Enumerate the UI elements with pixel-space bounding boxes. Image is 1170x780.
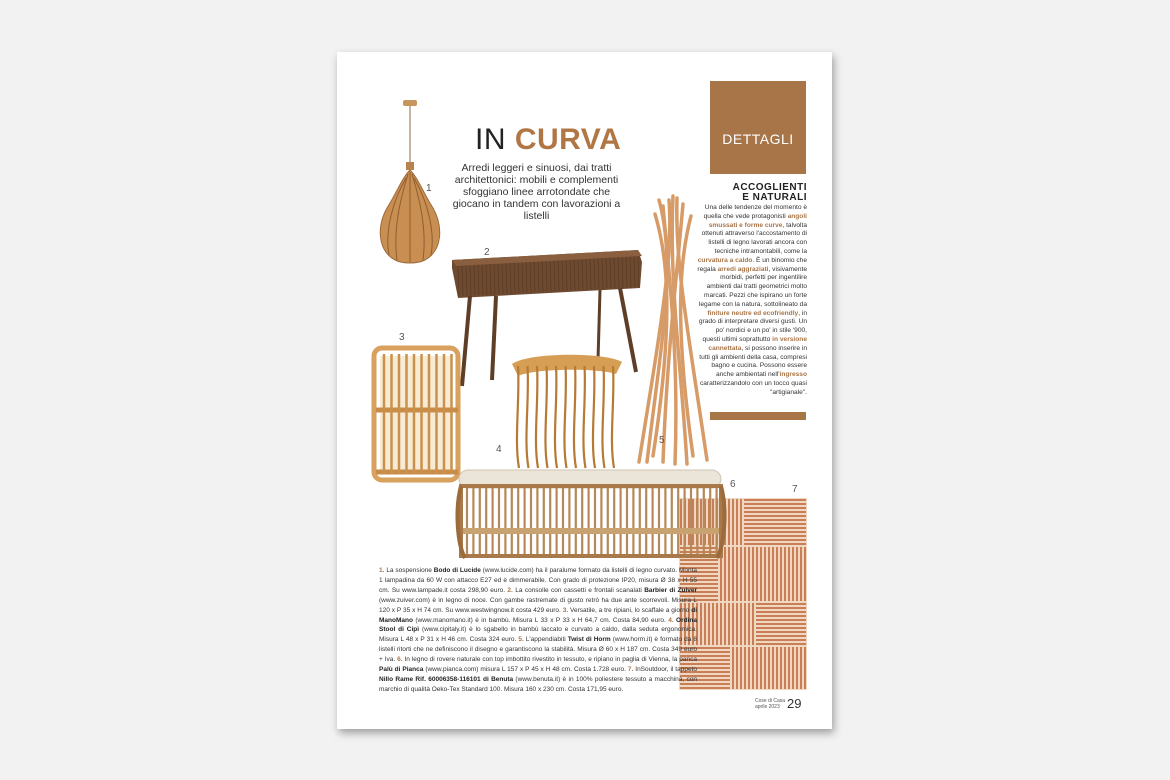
- stool-slat: [555, 366, 557, 468]
- rug-stripe: [800, 647, 802, 689]
- caption-text-segment: L'appendiabiti: [525, 636, 568, 644]
- stool-slat: [526, 366, 528, 468]
- rug-stripe: [720, 603, 722, 645]
- caption-text-segment: (www.lucide.com) ha il paralume formato da listelli di legno curvato. Monta 1 lampadina da 60 W con attacco E27 ed è dimmerabile. Con grado di protezione IP20, misura Ø 38 x H 55 cm. Su www.lampade.it costa 298,90 euro.: [379, 567, 697, 594]
- pendant-lamp-image: [375, 100, 445, 270]
- caption-number: 3.: [562, 606, 571, 614]
- rug-stripe: [736, 603, 738, 645]
- stool-slat: [574, 366, 576, 468]
- rug-stripe: [796, 647, 798, 689]
- magazine-name: Cose di Casa: [755, 698, 786, 704]
- rug-stripe: [756, 635, 806, 637]
- sidebar-bottom-bar: [710, 412, 806, 420]
- rug-stripe: [756, 603, 806, 605]
- rug-stripe: [704, 603, 706, 645]
- rug-stripe: [744, 603, 746, 645]
- sidebar-text-segment: , si possono inserire in tutti gli ambienti della casa, compresi bagno e cucina. Possono essere anche ambientati nell': [699, 344, 807, 379]
- rug-stripe: [744, 523, 806, 525]
- rug-stripe: [788, 547, 790, 601]
- rug-stripe: [792, 547, 794, 601]
- rug-stripe: [728, 547, 730, 601]
- rug-stripe: [764, 547, 766, 601]
- rug-stripe: [768, 547, 770, 601]
- product-number-7: 7: [792, 484, 798, 495]
- rug-stripe: [708, 603, 710, 645]
- sidebar-highlight: finiture neutre ed ecofriendly: [707, 309, 799, 317]
- sidebar-highlight: curvatura a caldo: [697, 256, 753, 264]
- sidebar-text-segment: caratterizzandolo con un tocco quasi "artigianale".: [699, 379, 807, 396]
- rug-stripe: [752, 647, 754, 689]
- page-title: [475, 125, 621, 155]
- rug-stripe: [740, 647, 742, 689]
- rug-stripe: [776, 547, 778, 601]
- rug-stripe: [744, 499, 806, 501]
- rug-stripe: [744, 527, 806, 529]
- sidebar-text-segment: , talvolta ottenuti attraverso l'accostamento di listelli di legno lavorati ancora con tecniche intramontabili, come la: [701, 221, 807, 255]
- rug-stripe: [744, 519, 806, 521]
- rug-stripe: [756, 647, 758, 689]
- product-number-2: 2: [484, 247, 490, 258]
- coat-stand-image: [633, 194, 715, 466]
- rug-stripe: [712, 603, 714, 645]
- rug-stripe: [680, 563, 718, 565]
- rug-stripe: [804, 647, 806, 689]
- page-subtitle: Arredi leggeri e sinuosi, dai tratti architettonici: mobili e complementi sfoggiano linee arrotondate che giocano in tandem con lavorazioni a listelli: [452, 162, 621, 222]
- rug-stripe: [768, 647, 770, 689]
- rug-stripe: [756, 611, 806, 613]
- product-caption: [379, 566, 697, 695]
- rug-stripe: [744, 543, 806, 545]
- bamboo-stool-image: [508, 350, 628, 470]
- rug-stripe: [772, 547, 774, 601]
- sidebar-highlight: in versione cannettata: [708, 335, 807, 352]
- caption-product-name: Barbier di Zuiver: [644, 586, 698, 594]
- rug-stripe: [752, 603, 754, 645]
- rug-stripe: [776, 647, 778, 689]
- rug-stripe: [748, 647, 750, 689]
- rug-stripe: [756, 627, 806, 629]
- caption-product-name: Twist di Horm: [567, 636, 611, 644]
- rug-stripe: [736, 547, 738, 601]
- rug-stripe: [740, 499, 742, 545]
- caption-number: 7.: [627, 666, 636, 674]
- product-number-6: 6: [730, 479, 736, 490]
- product-number-4: 4: [496, 444, 502, 455]
- rug-stripe: [732, 547, 734, 601]
- bamboo-shelf-image: [372, 344, 462, 484]
- caption-number: 4.: [668, 616, 677, 624]
- rug-stripe: [792, 647, 794, 689]
- page-number: 29: [787, 696, 802, 711]
- rug-stripe: [728, 499, 730, 545]
- stool-slat: [564, 366, 566, 468]
- dettagli-label: DETTAGLI: [722, 131, 794, 147]
- sidebar-text-segment: . È un binomio che regala: [697, 256, 807, 273]
- footer-magazine: [755, 698, 785, 710]
- rug-stripe: [736, 647, 738, 689]
- caption-text-segment: (www.pianca.com) misura L 157 x P 45 x H 48 cm. Costa 1.728 euro.: [423, 666, 628, 674]
- caption-text-segment: La consolle con cassetti e frontali scanalati: [515, 586, 645, 594]
- rug-stripe: [748, 547, 750, 601]
- rug-stripe: [756, 547, 758, 601]
- rug-stripe: [724, 603, 726, 645]
- stool-slat: [536, 366, 538, 468]
- stool-slat: [545, 366, 547, 468]
- rug-stripe: [732, 499, 734, 545]
- sidebar-highlight: angoli smussati e forme curve: [708, 212, 807, 229]
- sidebar-heading-line1: ACCOGLIENTI: [732, 182, 807, 193]
- rug-stripe: [744, 531, 806, 533]
- rug-stripe: [760, 647, 762, 689]
- rug-stripe: [744, 503, 806, 505]
- rug-stripe: [700, 603, 702, 645]
- caption-number: 1.: [379, 567, 387, 574]
- rug-stripe: [756, 615, 806, 617]
- rug-stripe: [784, 647, 786, 689]
- sidebar-text-segment: Una delle tendenze del momento è quella che vede protagonisti: [703, 204, 807, 220]
- dettagli-box: [710, 81, 806, 174]
- caption-number: 6.: [397, 656, 405, 664]
- stool-slat: [612, 366, 614, 468]
- rug-stripe: [764, 647, 766, 689]
- rug-stripe: [732, 647, 734, 689]
- rug-stripe: [728, 603, 730, 645]
- rug-stripe: [780, 647, 782, 689]
- caption-product-name: Nillo Rame Rif. 60006358-116101 di Benuta: [379, 675, 514, 683]
- rug-stripe: [796, 547, 798, 601]
- title-prefix: IN: [475, 123, 506, 156]
- rug-stripe: [744, 511, 806, 513]
- caption-text-segment: (www.cipitaly.it) è lo sgabello in bambù laccato e curvato a caldo, dalla seduta ergonomica. Misura L 48 x P 31 x H 46 cm. Costa 324 euro.: [379, 626, 697, 644]
- sidebar-highlight: ingresso: [779, 371, 807, 379]
- caption-text-segment: (www.benuta.it) è in 100% poliestere tessuto a macchina, con marchio di qualità Oeko-Tex Standard 100. Misura 160 x 230 cm. Costa 171,95 euro.: [379, 675, 697, 693]
- stool-slat: [517, 366, 519, 468]
- rug-stripe: [784, 547, 786, 601]
- rug-stripe: [744, 515, 806, 517]
- rug-stripe: [736, 499, 738, 545]
- caption-number: 2.: [507, 586, 516, 594]
- rug-stripe: [788, 647, 790, 689]
- title-accent: CURVA: [514, 123, 622, 156]
- rug-stripe: [752, 547, 754, 601]
- caption-text-segment: (www.manomano.it) è in bambù. Misura L 33 x P 33 x H 64,7 cm. Costa 84,90 euro.: [412, 616, 669, 624]
- rug-stripe: [756, 631, 806, 633]
- caption-number: 5.: [518, 636, 526, 644]
- caption-product-name: Ordina Stool di Cipì: [379, 616, 697, 634]
- caption-text-segment: Versatile, a tre ripiani, lo scaffale a giorno: [570, 606, 692, 614]
- rug-stripe: [756, 623, 806, 625]
- product-number-1: 1: [426, 183, 432, 194]
- product-number-3: 3: [399, 332, 405, 343]
- caption-product-name: Palù di Pianca: [379, 666, 424, 674]
- rug-stripe: [756, 639, 806, 641]
- caption-text-segment: (www.zuiver.com) è in legno di noce. Con gambe rastremate di gusto retrò ha due ante scorrevoli. Misura L 120 x P 35 x H 74 cm. Su www.westwingnow.it costa 429 euro.: [379, 596, 697, 614]
- rug-stripe: [732, 603, 734, 645]
- stool-slat: [593, 366, 595, 468]
- rug-stripe: [740, 547, 742, 601]
- rug-stripe: [756, 607, 806, 609]
- rug-stripe: [744, 535, 806, 537]
- product-number-5: 5: [659, 435, 665, 446]
- rug-stripe: [756, 619, 806, 621]
- rug-stripe: [716, 603, 718, 645]
- bench-image: [453, 468, 728, 563]
- rug-stripe: [744, 539, 806, 541]
- rug-stripe: [760, 547, 762, 601]
- rug-stripe: [740, 603, 742, 645]
- sidebar-heading: [709, 183, 807, 203]
- rug-stripe: [744, 547, 746, 601]
- caption-text-segment: La sospensione: [386, 567, 434, 574]
- magazine-issue: aprile 2023: [755, 704, 780, 710]
- caption-text-segment: (www.horm.it) è formato da 8 listelli ritorti che ne definiscono il disegno e garantiscono la stabilità. Misura Ø 60 x H 187 cm. Costa 349 euro + Iva.: [379, 636, 697, 664]
- magazine-page: [337, 52, 832, 729]
- caption-product-name: di ManoMano: [379, 606, 697, 624]
- stool-slat: [602, 366, 604, 468]
- caption-text-segment: InSoutdoor, il tappeto: [635, 666, 697, 674]
- stool-slat: [583, 366, 585, 468]
- caption-text-segment: In legno di rovere naturale con top imbottito rivestito in tessuto, e ripiano in paglia di Vienna, la panca: [404, 656, 697, 664]
- rug-stripe: [800, 547, 802, 601]
- rug-stripe: [744, 647, 746, 689]
- sidebar-text-segment: , in grado di interpretare diversi gusti. Un po' nordici e un po' in stile '900, questi ultimi soprattutto: [698, 309, 807, 343]
- caption-product-name: Bodo di Lucide: [433, 567, 481, 574]
- sidebar-text-segment: , visivamente morbidi, perfetti per ingentilire ambienti dai tratti geometrici molto marcati. Pezzi che ispirano un forte legame con la natura, sottolineato da: [698, 265, 807, 308]
- rug-stripe: [744, 507, 806, 509]
- rug-stripe: [748, 603, 750, 645]
- rug-stripe: [780, 547, 782, 601]
- rug-stripe: [804, 547, 806, 601]
- rug-stripe: [772, 647, 774, 689]
- rug-stripe: [756, 643, 806, 645]
- sidebar-heading-line2: E NATURALI: [742, 192, 807, 203]
- sidebar-highlight: arredi aggraziati: [717, 265, 769, 273]
